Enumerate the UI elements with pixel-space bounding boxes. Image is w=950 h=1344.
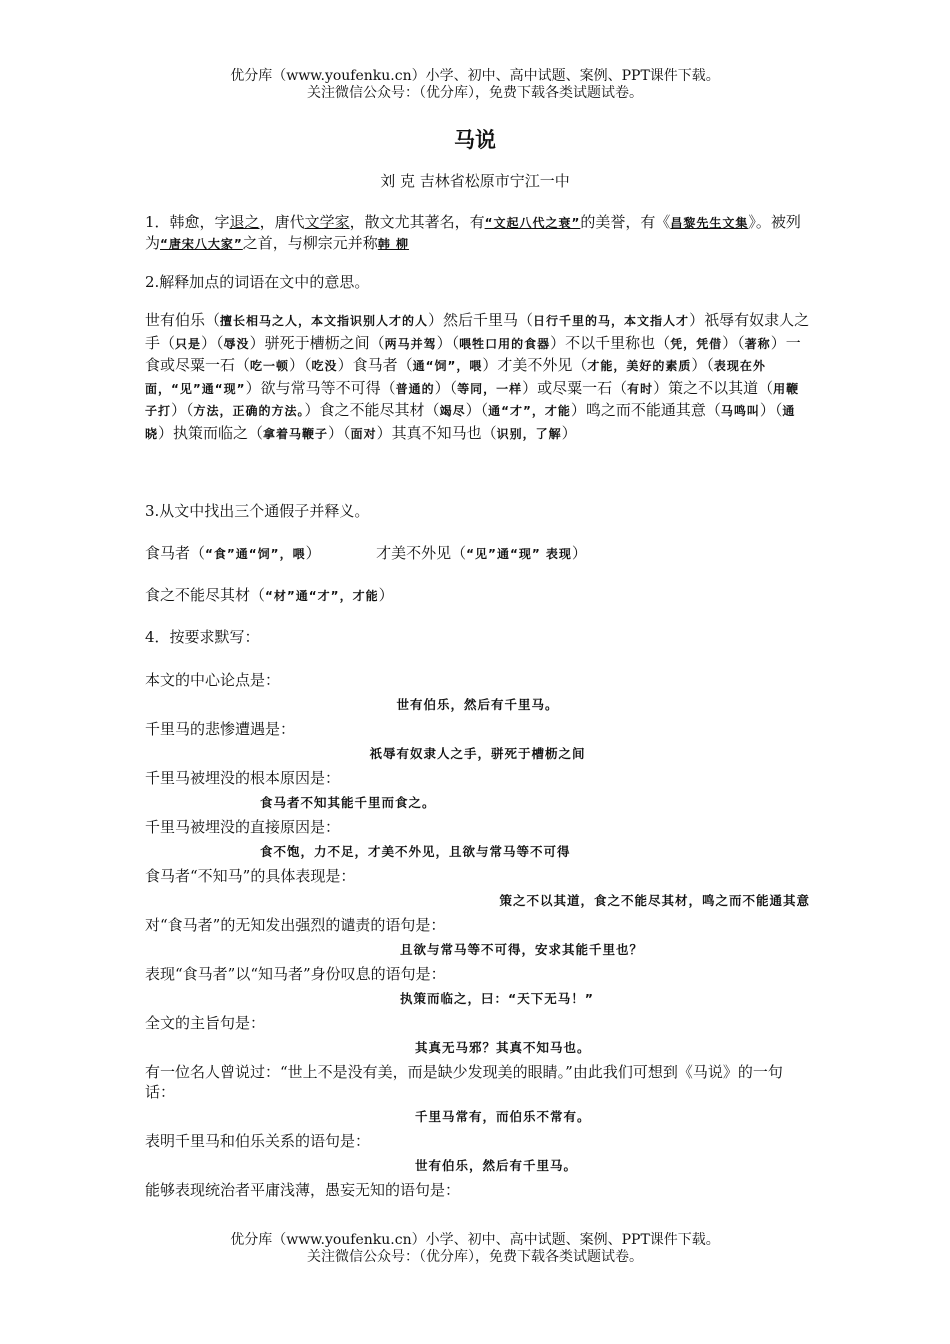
source-text: ）策之不以其道（	[653, 378, 774, 397]
question-4-title: 4．按要求默写：	[145, 628, 260, 646]
q4-item: 食马者“不知马”的具体表现是： 策之不以其道，食之不能尽其材，鸣之而不能通其意	[145, 867, 810, 908]
source-text: ）（	[759, 401, 783, 419]
q4-item: 千里马被埋没的根本原因是： 食马者不知其能千里而食之。	[145, 769, 436, 810]
annotation: 两马并驾	[384, 336, 437, 351]
annotation: 有时	[627, 381, 654, 396]
source-text: ）（	[465, 401, 489, 419]
annotation: 竭尽	[439, 404, 466, 418]
question-2-title: 2.解释加点的词语在文中的意思。	[145, 273, 370, 291]
author-line: 刘 克 吉林省松原市宁江一中	[380, 172, 570, 190]
page-title: 马说	[454, 127, 496, 152]
annotation: 只是	[175, 336, 202, 351]
source-text: ）欲与常马等不可得（	[245, 378, 396, 397]
q4-item: 本文的中心论点是： 世有伯乐，然后有千里马。	[145, 671, 559, 712]
source-text: ）（	[691, 356, 714, 374]
q4-item: 表现“食马者”以“知马者”身份叹息的语句是： 执策而临之，曰：“天下无马！”	[145, 965, 594, 1006]
source-text: ）	[561, 423, 577, 442]
source-text: 世有伯乐（	[145, 311, 221, 329]
annotation: 才能，美好的素质	[587, 359, 692, 373]
question-3-line-2: 食之不能尽其材（“材”通“才”，才能）	[145, 586, 394, 604]
annotation: 表现在外面，“见”通“现”	[145, 359, 766, 396]
q4-item: 能够表现统治者平庸浅薄，愚妄无知的语句是：	[145, 1181, 461, 1199]
source-text: ）（	[722, 333, 745, 352]
source-text: ）或尽粟一石（	[522, 378, 628, 397]
source-text: ）（	[328, 423, 351, 442]
source-text: ）不以千里称也（	[550, 333, 671, 352]
annotation: 识别，了解	[496, 426, 562, 441]
annotation: 通“才”，才能	[488, 404, 571, 418]
source-text: ）（	[436, 333, 460, 352]
source-text: ）鸣之而不能通其意（	[570, 401, 721, 419]
annotation: 著称	[744, 336, 771, 351]
q4-item: 千里马的悲惨遭遇是： 祇辱有奴隶人之手，骈死于槽枥之间	[145, 720, 586, 761]
annotation: 凭，凭借	[670, 336, 723, 351]
annotation: 擅长相马之人，本文指识别人才的人	[220, 314, 429, 328]
source-text: ）（	[289, 356, 312, 374]
annotation: 普通的	[395, 381, 435, 396]
question-3-title: 3.从文中找出三个通假子并释义。	[145, 502, 370, 520]
question-1: 1．韩愈，字退之，唐代文学家，散文尤其著名，有“文起八代之衰”的美誉，有《昌黎先生文集》。被列为“唐宋八大家”之首，与柳宗元并称韩 柳	[145, 213, 801, 252]
question-4-list	[145, 670, 810, 1200]
annotation: 通“饲”，喂	[412, 359, 483, 373]
annotation: 用鞭子打	[145, 381, 800, 418]
annotation: 马鸣叫	[720, 404, 760, 418]
annotation: 等同，一样	[457, 381, 523, 396]
source-text: ）食之不能尽其材（	[304, 401, 440, 419]
q4-item: 有一位名人曾说过：“世上不是没有美，而是缺少发现美的眼睛。”由此我们可想到《马说》的一句话： 千里马常有，而伯乐不常有。	[145, 1063, 783, 1124]
annotation: 通晓	[145, 404, 796, 441]
source-text: ）执策而临之（	[158, 423, 264, 442]
source-text: ）（	[201, 333, 224, 352]
annotation: 面对	[350, 426, 377, 441]
annotation: 方法，正确的方法。	[193, 404, 305, 418]
header-line-2: 关注微信公众号：（优分库），免费下载各类试题试卷。	[307, 85, 643, 101]
source-text: ）（	[434, 378, 458, 397]
annotation: 吃一顿	[250, 359, 290, 373]
annotation: 辱没	[223, 336, 250, 351]
annotation: 吃没	[311, 359, 338, 373]
footer-line-2: 关注微信公众号：（优分库），免费下载各类试题试卷。	[307, 1249, 643, 1265]
header-line-1: 优分库（www.youfenku.cn）小学、初中、高中试题、案例、PPT课件下载。	[230, 68, 720, 84]
source-text: ）骈死于槽枥之间（	[249, 333, 385, 352]
q4-item: 全文的主旨句是： 其真无马邪？其真不知马也。	[145, 1014, 591, 1055]
q4-item: 表明千里马和伯乐关系的语句是： 世有伯乐，然后有千里马。	[145, 1132, 578, 1173]
question-3-line-1: 食马者（“食”通“饲”，喂） 才美不外见（“见”通“现” 表现）	[145, 544, 587, 562]
source-text: ）祇辱有奴隶人之手（	[145, 311, 810, 352]
annotation: 日行千里的马，本文指人才	[533, 314, 690, 328]
q4-item: 对“食马者”的无知发出强烈的谴责的语句是： 且欲与常马等不可得，安求其能千里也？	[145, 916, 644, 957]
source-text: ）才美不外见（	[482, 356, 588, 374]
source-text: ）其真不知马也（	[376, 423, 497, 442]
annotation: 喂牲口用的食器	[459, 336, 551, 351]
q4-item: 千里马被埋没的直接原因是： 食不饱，力不足，才美不外见，且欲与常马等不可得	[145, 818, 571, 859]
source-text: ）一食或尽粟一石（	[145, 333, 801, 374]
annotation: 拿着马鞭子	[263, 426, 329, 441]
source-text: ）然后千里马（	[428, 311, 534, 329]
page-header	[0, 68, 950, 102]
footer-line-1: 优分库（www.youfenku.cn）小学、初中、高中试题、案例、PPT课件下载。	[230, 1232, 720, 1248]
question-2-text	[145, 310, 810, 445]
source-text: ）（	[171, 401, 194, 419]
source-text: ）食马者（	[337, 356, 413, 374]
page-footer	[0, 1232, 950, 1266]
